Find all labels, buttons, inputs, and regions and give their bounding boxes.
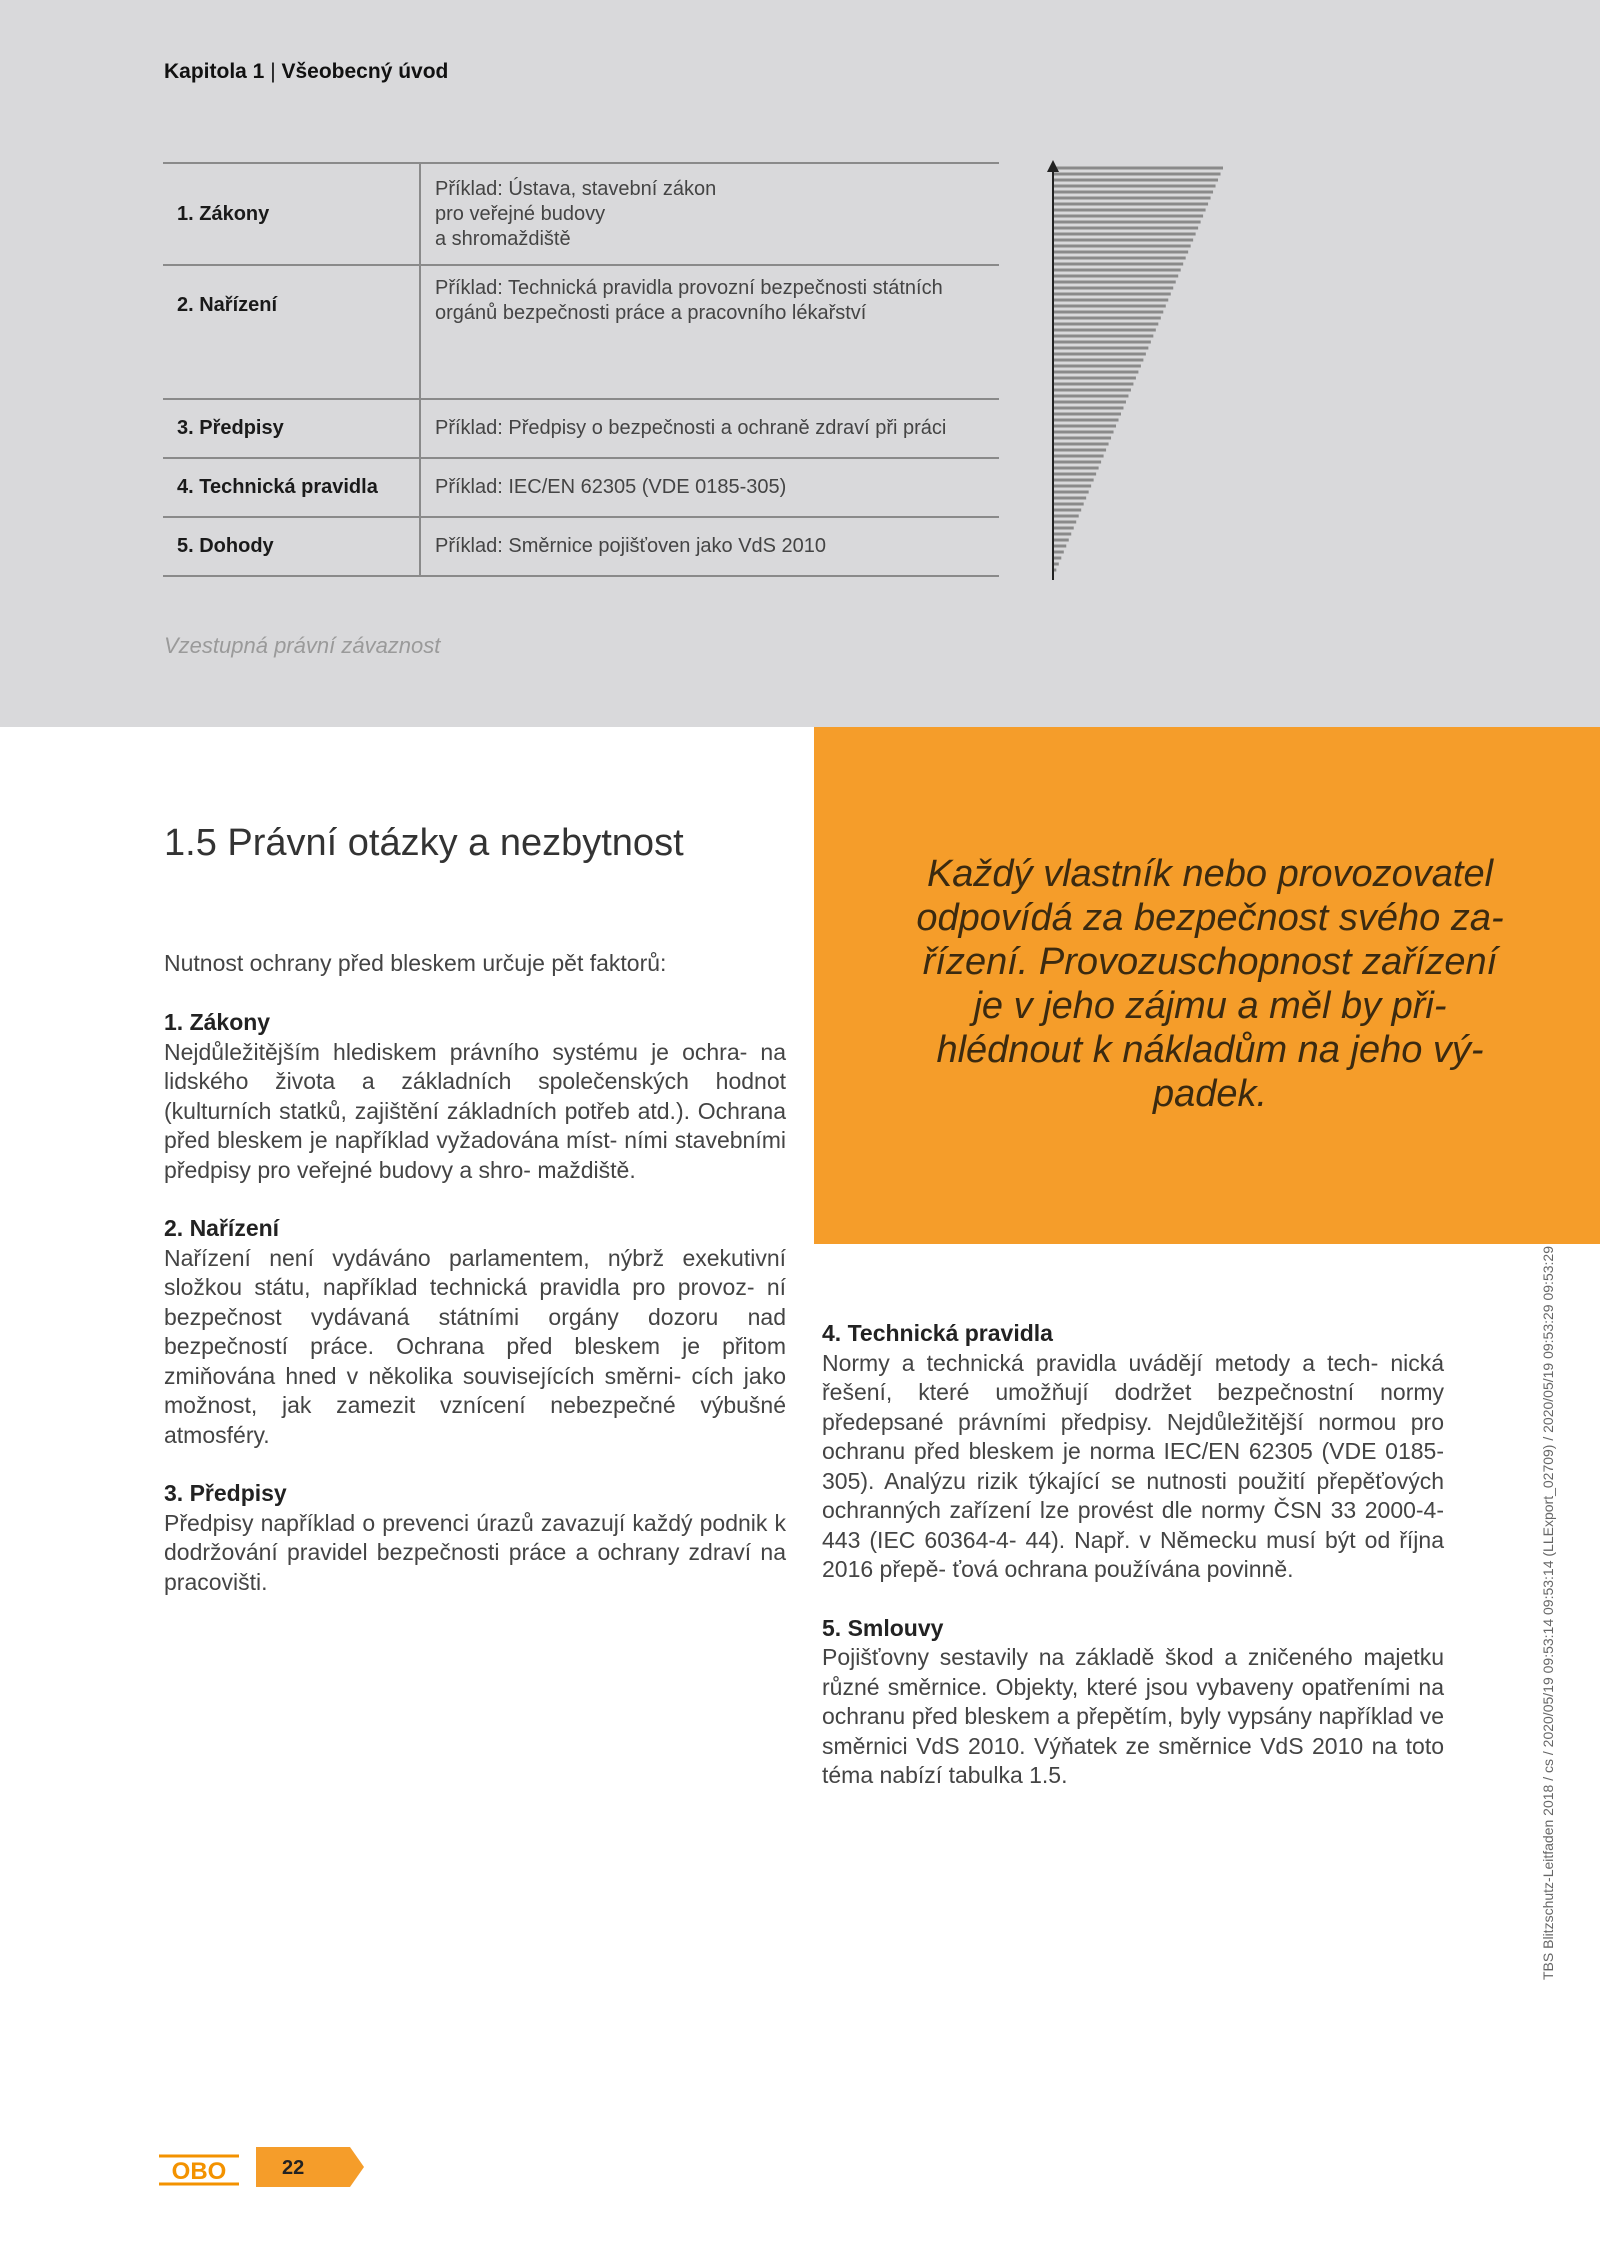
svg-text:OBO: OBO bbox=[171, 2158, 227, 2185]
example-cell bbox=[420, 458, 999, 517]
example-line: Příklad: Technická pravidla provozní bezpečnosti státních bbox=[435, 277, 943, 299]
legal-hierarchy-table bbox=[163, 162, 999, 577]
example-cell bbox=[420, 163, 999, 265]
example-line: pro veřejné budovy bbox=[435, 202, 606, 225]
table-row bbox=[163, 517, 999, 576]
pull-quote bbox=[860, 852, 1560, 1116]
paragraph-body: Pojišťovny sestavily na základě škod a zničeného majetku různé směrnice. Objekty, které jsou vybaveny opatřeními na ochranu před bleskem a přepětím, byly vypsány například ve směrnici VdS 2010. Výňatek ze směrnice VdS 2010 na toto téma nabízí tabulka 1.5. bbox=[822, 1644, 1445, 1788]
right-column bbox=[822, 1319, 1444, 1820]
paragraph-heading: 2. Nařízení bbox=[164, 1215, 280, 1241]
chapter-header bbox=[164, 60, 448, 84]
example-line: Příklad: Směrnice pojišťoven jako VdS 2010 bbox=[435, 535, 827, 557]
level-cell: 5. Dohody bbox=[163, 517, 420, 576]
example-line: Příklad: Ústava, stavební zákon bbox=[435, 177, 717, 200]
level-cell: 3. Předpisy bbox=[163, 399, 420, 458]
example-cell bbox=[420, 399, 999, 458]
example-cell bbox=[420, 265, 999, 399]
quote-line: Každý vlastník nebo provozovatel bbox=[926, 853, 1494, 895]
example-line: a shromaždiště bbox=[435, 227, 571, 250]
arrow-up-icon bbox=[1047, 160, 1059, 172]
section-intro: Nutnost ochrany před bleskem určuje pět faktorů: bbox=[164, 950, 667, 976]
paragraph-heading: 1. Zákony bbox=[164, 1009, 271, 1035]
example-line: Příklad: IEC/EN 62305 (VDE 0185-305) bbox=[435, 476, 787, 498]
print-metadata-text: TBS Blitzschutz-Leitfaden 2018 / cs / 2020/05/19 09:53:14 09:53:14 (LLExport_02709) / 2020/05/19 09:53:29 09:53:29 bbox=[1540, 1246, 1556, 1980]
page-number-badge bbox=[256, 2147, 364, 2187]
quote-line: hlédnout k nákladům na jeho vý- bbox=[936, 1029, 1484, 1071]
left-column bbox=[164, 1008, 786, 1626]
level-cell: 2. Nařízení bbox=[163, 265, 420, 399]
level-cell: 4. Technická pravidla bbox=[163, 458, 420, 517]
paragraph-body: Nařízení není vydáváno parlamentem, nýbrž exekutivní složkou státu, například technická pravidla pro provoz- ní bezpečnost vydávaná státními orgány dozoru nad bezpečností práce. Ochrana před bleskem je přitom zmiňována hned v několika souvisejících směrni- cích jako možnost, jak zamezit vznícení nebezpečné výbušné atmosféry. bbox=[164, 1244, 787, 1448]
quote-line: padek. bbox=[1152, 1073, 1268, 1115]
table-row bbox=[163, 458, 999, 517]
section-title: 1.5 Právní otázky a nezbytnost bbox=[164, 822, 684, 864]
paragraph-heading: 3. Předpisy bbox=[164, 1480, 287, 1506]
print-metadata bbox=[1536, 1246, 1560, 1980]
paragraph-body: Nejdůležitějším hlediskem právního systému je ochra- na lidského života a základních společenských hodnot (kulturních statků, zajištění základních potřeb atd.). Ochrana před bleskem je například vyžadována míst- ními stavebními předpisy pro veřejné budovy a shro- maždiště. bbox=[164, 1038, 787, 1183]
paragraph-body: Předpisy například o prevenci úrazů zavazují každý podnik k dodržování pravidel bezpečnosti práce a ochrany zdraví na pracovišti. bbox=[164, 1509, 786, 1595]
page-number: 22 bbox=[282, 2157, 305, 2179]
paragraph-heading: 4. Technická pravidla bbox=[822, 1320, 1053, 1346]
chapter-number: Kapitola 1 bbox=[164, 60, 265, 83]
quote-line: řízení. Provozuschopnost zařízení bbox=[922, 941, 1498, 983]
table-row bbox=[163, 399, 999, 458]
bindingness-wedge-graphic bbox=[1040, 160, 1230, 585]
obo-logo bbox=[159, 2153, 239, 2187]
level-cell: 1. Zákony bbox=[163, 163, 420, 265]
example-line: orgánů bezpečnosti práce a pracovního lékařství bbox=[435, 302, 867, 324]
quote-line: odpovídá za bezpečnost svého za- bbox=[916, 897, 1504, 939]
wedge-stripes bbox=[1053, 168, 1223, 570]
quote-line: je v jeho zájmu a měl by při- bbox=[973, 985, 1447, 1027]
example-line: Příklad: Předpisy o bezpečnosti a ochraně zdraví při práci bbox=[435, 417, 947, 439]
example-cell bbox=[420, 517, 999, 576]
table-row bbox=[163, 163, 999, 265]
paragraph-body: Normy a technická pravidla uvádějí metody a tech- nická řešení, které umožňují dodržet bezpečnostní normy předepsané právními předpisy. Nejdůležitější normou pro ochranu před bleskem je norma IEC/EN 62305 (VDE 0185-305). Analýzu rizik týkající se nutnosti použití přepěťových ochranných zařízení lze provést dle normy ČSN 33 2000-4-443 (IEC 60364-4- 44). Např. v Německu musí být od října 2016 přepě- ťová ochrana používána povinně. bbox=[822, 1349, 1445, 1582]
chapter-title: Všeobecný úvod bbox=[281, 60, 449, 83]
hierarchy-caption: Vzestupná právní závaznost bbox=[164, 633, 441, 658]
table-row bbox=[163, 265, 999, 399]
chapter-separator: | bbox=[264, 60, 282, 83]
paragraph-heading: 5. Smlouvy bbox=[822, 1614, 944, 1641]
